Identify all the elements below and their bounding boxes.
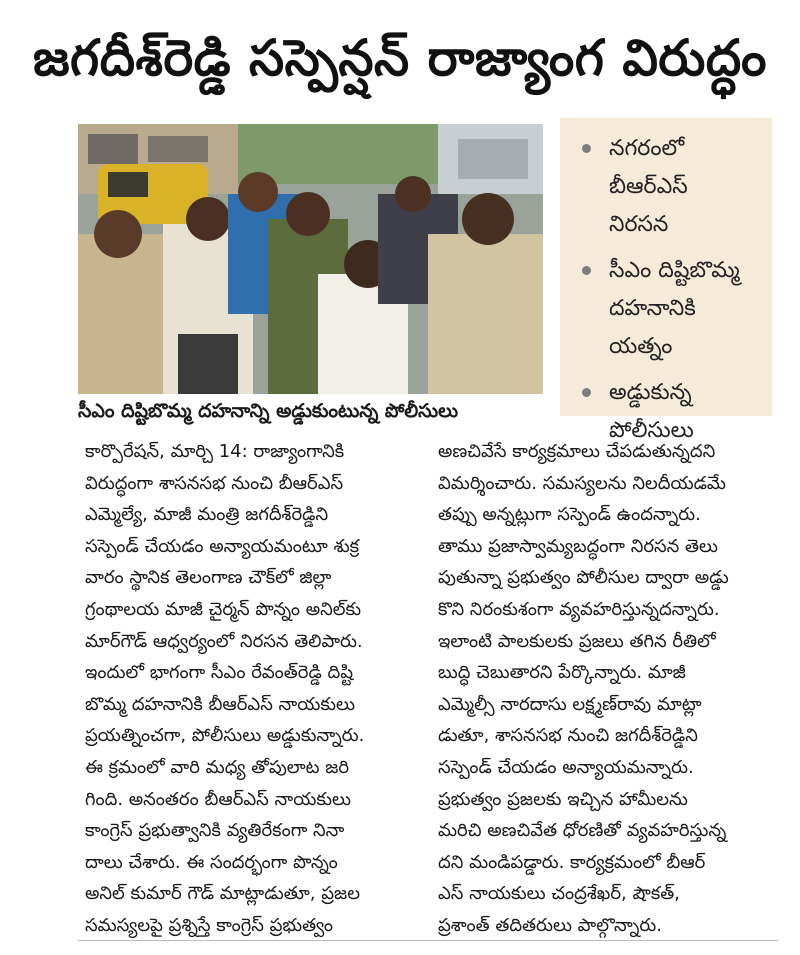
article-line: విమర్శించారు. సమస్యలను నిలదీయడమే [438,472,726,494]
article-line: కాంగ్రెస్‌ ప్రభుత్వానికి వ్యతిరేకంగా నినా [85,820,345,842]
article-line: ఇలాంటి పాలకులకు ప్రజలు తగిన రీతిలో [438,630,716,652]
bullet-icon [582,388,591,397]
headline: జగదీశ్‌రెడ్డి సస్పెన్షన్‌ రాజ్యాంగ విరుద్ధం [33,28,767,87]
article-line: విరుద్ధంగా శాసనసభ నుంచి బీఆర్‌ఎస్‌ [85,472,344,494]
highlight-item [560,252,772,366]
article-line: తప్పు అన్నట్లుగా సస్పెండ్‌ ఉందన్నారు. [438,504,701,526]
highlights-box [560,118,772,443]
article-line: సమస్యలపై ప్రశ్నిస్తే కాంగ్రెస్‌ ప్రభుత్వం [85,914,333,936]
article-line: కార్పొరేషన్‌, మార్చి 14: రాజ్యాంగానికి [85,441,345,462]
article-line: మరిచి అణచివేత ధోరణితో వ్యవహరిస్తున్న [438,820,727,842]
article-line: ఎమ్మెల్సీ నారదాసు లక్ష్మణ్‌రావు మాట్లా [438,693,702,715]
article-line: దని మండిపడ్డారు. కార్యక్రమంలో బీఆర్‌ [438,851,706,873]
highlight-text: సీఎం దిష్టిబొమ్మ దహనానికి యత్నం [609,258,740,359]
article-line: తాము ప్రజాస్వామ్యబద్ధంగా నిరసన తెలు [438,535,718,557]
article-line: దాలు చేశారు. ఈ సందర్భంగా పొన్నం [85,851,338,873]
bullet-icon [582,144,591,153]
article-line: పుతున్నా ప్రభుత్వం పోలీసుల ద్వారా అడ్డు [438,567,729,589]
article-line: గింది. అనంతరం బీఆర్‌ఎస్‌ నాయకులు [85,788,351,810]
bottom-divider [78,940,778,941]
article-line: డుతూ, శాసనసభ నుంచి జగదీశ్‌రెడ్డిని [438,725,698,747]
article-line: గ్రంథాలయ మాజీ చైర్మన్‌ పొన్నం అనిల్‌కు [85,598,362,620]
highlight-item [560,130,772,244]
article-line: బొమ్మ దహనానికి బీఆర్‌ఎస్‌ నాయకులు [85,693,356,715]
article-line: ఇందులో భాగంగా సీఎం రేవంత్‌రెడ్డి దిష్టి [85,662,354,684]
article-line: మార్‌గౌడ్‌ ఆధ్వర్యంలో నిరసన తెలిపారు. [85,630,363,652]
article-line: ప్రభుత్వం ప్రజలకు ఇచ్చిన హామీలను [438,788,688,810]
photo-caption: సీఎం దిష్టిబొమ్మ దహనాన్ని అడ్డుకుంటున్న పోలీసులు [78,399,459,422]
article-line: ఈ క్రమంలో వారి మధ్య తోపులాట జరి [85,756,350,778]
highlight-text: అడ్డుకున్న పోలీసులు [609,380,694,443]
protest-scene-illustration [78,124,543,394]
article-line: సస్పెండ్‌ చేయడం అన్యాయమన్నారు. [438,756,694,778]
highlight-text: నగరంలో బీఆర్‌ఎస్‌ నిరసన [609,136,688,237]
article-line: ఎస్‌ నాయకులు చంద్రశేఖర్‌, షౌకత్‌, [438,883,681,905]
article-line: అణచివేసే కార్యక్రమాలు చేపడుతున్నదని [438,441,716,462]
article-column-left [85,436,427,942]
news-photo [78,124,543,394]
article-line: బుద్ధి చెబుతారని పేర్కొన్నారు. మాజీ [438,662,686,684]
article-line: కొని నిరంకుశంగా వ్యవహరిస్తున్నదన్నారు. [438,598,720,620]
article-line: ప్రయత్నించగా, పోలీసులు అడ్డుకున్నారు. [85,725,365,747]
bullet-icon [582,266,591,275]
article-line: వారం స్థానిక తెలంగాణ చౌక్‌లో జిల్లా [85,567,332,589]
article-line: సస్పెండ్‌ చేయడం అన్యాయమంటూ శుక్ర [85,535,360,557]
article-column-right [438,436,780,942]
article-line: ఎమ్మెల్యే, మాజీ మంత్రి జగదీశ్‌రెడ్డిని [85,504,329,526]
article-line: ప్రశాంత్‌ తదితరులు పాల్గొన్నారు. [438,914,662,936]
article-line: అనిల్‌ కుమార్‌ గౌడ్‌ మాట్లాడుతూ, ప్రజల [85,883,360,905]
